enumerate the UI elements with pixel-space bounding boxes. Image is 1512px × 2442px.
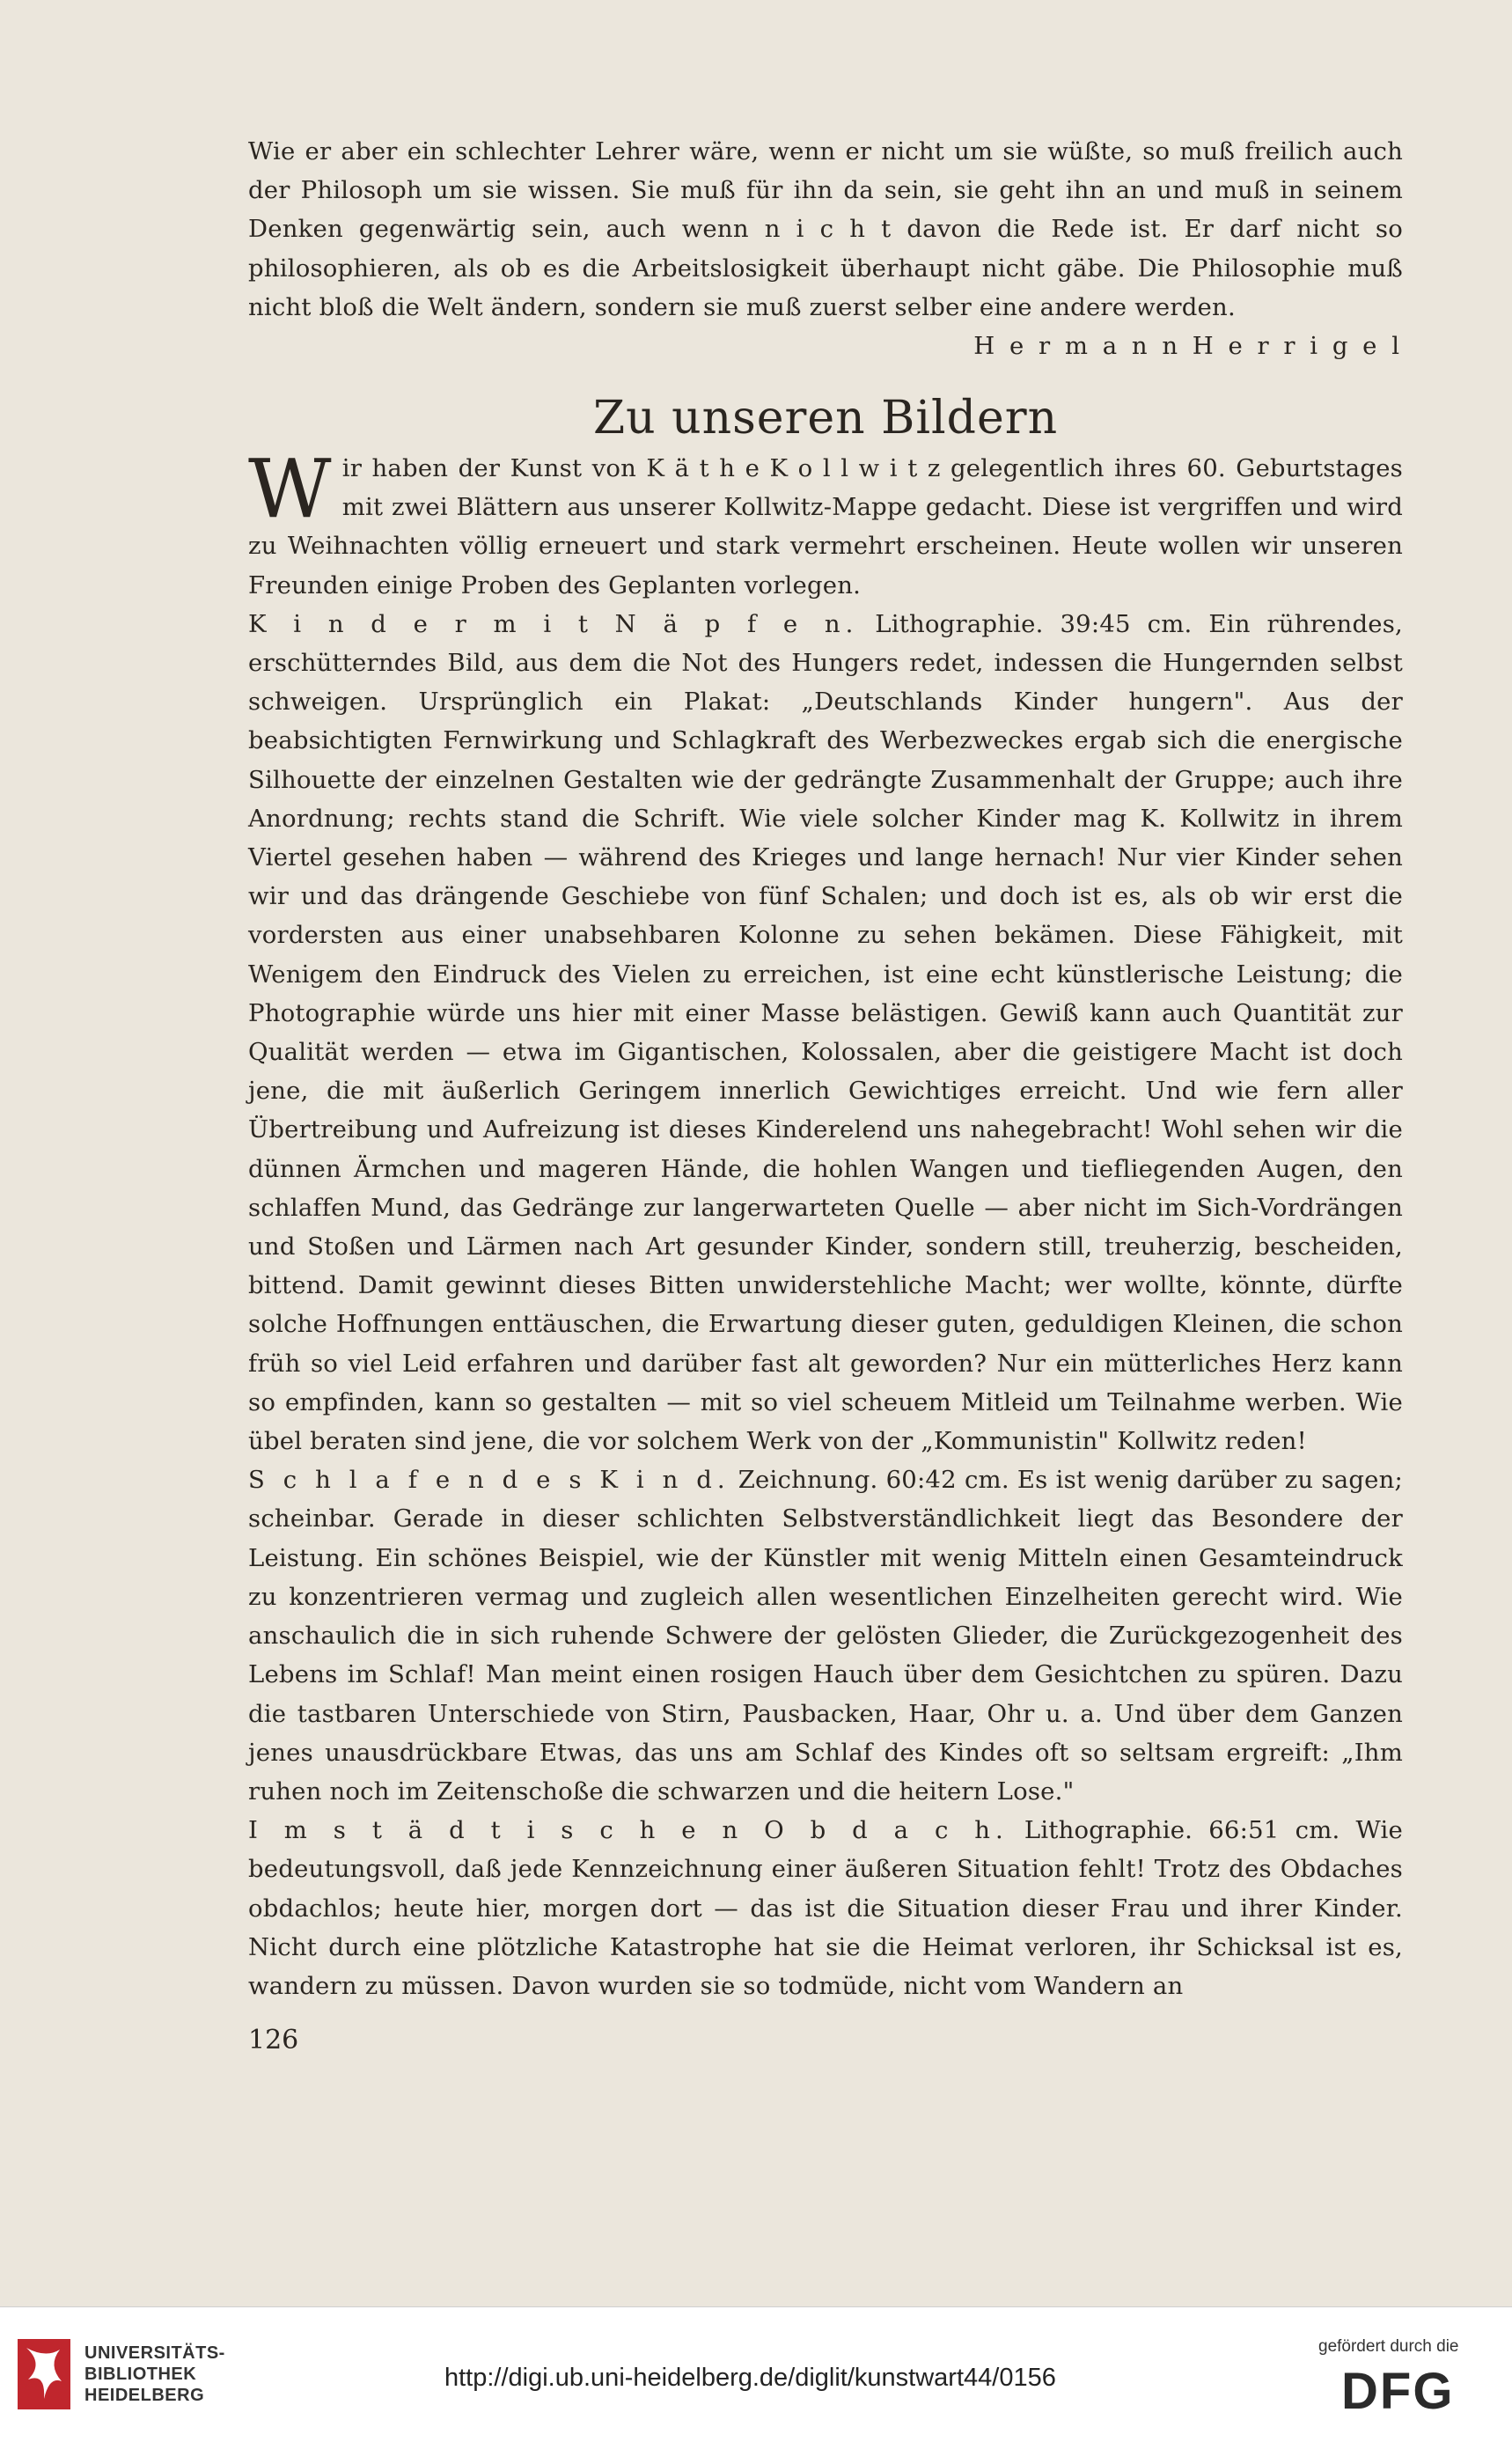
paragraph-schlafendes-kind bbox=[248, 1460, 1403, 1811]
drop-cap: W bbox=[248, 442, 332, 536]
paragraph-obdach bbox=[248, 1811, 1403, 2005]
artwork-title-schlafendes: S c h l a f e n d e s K i n d. bbox=[248, 1466, 730, 1495]
page-number: 126 bbox=[248, 2025, 299, 2056]
paragraph-intro-text: ir haben der Kunst von K ä t h e K o l l w i t z gelegentlich ihres 60. Geburtstages mit zwei Blättern aus unserer Kollwitz-Mappe gedacht. Diese ist vergriffen und wird zu Weihnachten völlig erneuert und stark vermehrt erscheinen. Heute wollen wir unseren Freunden einige Proben des Geplanten vorlegen. bbox=[248, 454, 1403, 599]
library-name-line: UNIVERSITÄTS- bbox=[84, 2343, 225, 2363]
library-name-line: BIBLIOTHEK bbox=[84, 2365, 197, 2384]
dfg-logo: DFG bbox=[1341, 2363, 1455, 2420]
artwork-title-obdach: I m s t ä d t i s c h e n O b d a c h. bbox=[248, 1816, 1009, 1845]
university-seal-icon bbox=[16, 2337, 72, 2411]
section-heading: Zu unseren Bildern bbox=[592, 392, 1059, 445]
source-url-link[interactable]: http://digi.ub.uni-heidelberg.de/diglit/kunstwart44/0156 bbox=[444, 2364, 1056, 2392]
paragraph-kinder-text: Lithographie. 39:45 cm. Ein rührendes, erschütterndes Bild, aus dem die Not des Hungers redet, indessen die Hungernden selbst schweigen. Ursprünglich ein Plakat: „Deutschlands Kinder hungern". Aus der beabsichtigten Fernwirkung und Schlagkraft des Werbezweckes ergab sich die energische Silhouette der einzelnen Gestalten wie der gedrängte Zusammenhalt der Gruppe; auch ihre Anordnung; rechts stand die Schrift. Wie viele solcher Kinder mag K. Kollwitz in ihrem Viertel gesehen haben — während des Krieges und lange hernach! Nur vier Kinder sehen wir und das drängende Geschiebe von fünf Schalen; und doch ist es, als ob wir erst die vordersten aus einer unabsehbaren Kolonne zu sehen bekämen. Diese Fähigkeit, mit Wenigem den Eindruck des Vielen zu erreichen, ist eine echt künstlerische Leistung; die Photographie würde uns hier mit einer Masse belästigen. Gewiß kann auch Quantität zur Qualität werden — etwa im Gigantischen, Kolossalen, aber die geistigere Macht ist doch jene, die mit äußerlich Geringem innerlich Gewichtiges erreicht. Und wie fern aller Übertreibung und Aufreizung ist dieses Kinderelend uns nahegebracht! Wohl sehen wir die dünnen Ärmchen und mageren Hände, die hohlen Wangen und tiefliegenden Augen, den schlaffen Mund, das Gedränge zur langerwarteten Quelle — aber nicht im Sich-Vordrängen und Stoßen und Lärmen nach Art gesunder Kinder, sondern still, treuherzig, bescheiden, bittend. Damit gewinnt dieses Bitten unwiderstehliche Macht; wer wollte, könnte, dürfte solche Hoffnungen enttäuschen, die Erwartung dieser guten, geduldigen Kleinen, die schon früh so viel Leid erfahren und darüber fast alt geworden? Nur ein mütterliches Herz kann so empfinden, kann so gestalten — mit so viel scheuem Mitleid um Teilnahme werben. Wie übel beraten sind jene, die vor solchem Werk von der „Kommunistin" Kollwitz reden! bbox=[248, 609, 1403, 1456]
paragraph-intro bbox=[248, 442, 1403, 605]
digitization-footer bbox=[0, 2306, 1512, 2442]
intro-text: Wie er aber ein schlechter Lehrer wäre, wenn er nicht um sie wüßte, so muß freilich auch der Philosoph um sie wissen. Sie muß für ihn da sein, sie geht ihn an und muß in seinem Denken gegenwärtig sein, auch wenn n i c h t davon die Rede ist. Er darf nicht so philosophieren, als ob es die Arbeitslosigkeit überhaupt nicht gäbe. Die Philosophie muß nicht bloß die Welt ändern, sondern sie muß zuerst selber eine andere werden. bbox=[248, 137, 1403, 321]
intro-author: H e r m a n n H e r r i g e l bbox=[973, 332, 1403, 361]
intro-paragraph bbox=[248, 132, 1403, 361]
article-body bbox=[248, 442, 1403, 2005]
library-name bbox=[84, 2343, 225, 2406]
paragraph-obdach-text: Lithographie. 66:51 cm. Wie bedeutungsvoll, daß jede Kennzeichnung einer äußeren Situation fehlt! Trotz des Obdaches obdachlos; heute hier, morgen dort — das ist die Situation dieser Frau und ihrer Kinder. Nicht durch eine plötzliche Katastrophe hat sie die Heimat verloren, ihr Schicksal ist es, wandern zu müssen. Davon wurden sie so todmüde, nicht vom Wandern an bbox=[248, 1816, 1403, 2000]
funded-by-label: gefördert durch die bbox=[1318, 2337, 1459, 2356]
artwork-title-kinder: K i n d e r m i t N ä p f e n. bbox=[248, 609, 859, 638]
intro-block bbox=[248, 132, 1403, 365]
library-name-line: HEIDELBERG bbox=[84, 2386, 205, 2405]
paragraph-schlafendes-text: Zeichnung. 60:42 cm. Es ist wenig darüber zu sagen; scheinbar. Gerade in dieser schlichten Selbstverständlichkeit liegt das Besondere der Leistung. Ein schönes Beispiel, wie der Künstler mit wenig Mitteln einen Gesamteindruck zu konzentrieren vermag und zugleich allen wesentlichen Einzelheiten gerecht wird. Wie anschaulich die in sich ruhende Schwere der gelösten Glieder, die Zurückgezogenheit des Lebens im Schlaf! Man meint einen rosigen Hauch über dem Gesichtchen zu spüren. Dazu die tastbaren Unterschiede von Stirn, Pausbacken, Haar, Ohr u. a. Und über dem Ganzen jenes unausdrückbare Etwas, das uns am Schlaf des Kindes oft so seltsam ergreift: „Ihm ruhen noch im Zeitenschoße die schwarzen und die heitern Lose." bbox=[248, 1466, 1403, 1806]
paragraph-kinder-mit-naepfen bbox=[248, 605, 1403, 1460]
